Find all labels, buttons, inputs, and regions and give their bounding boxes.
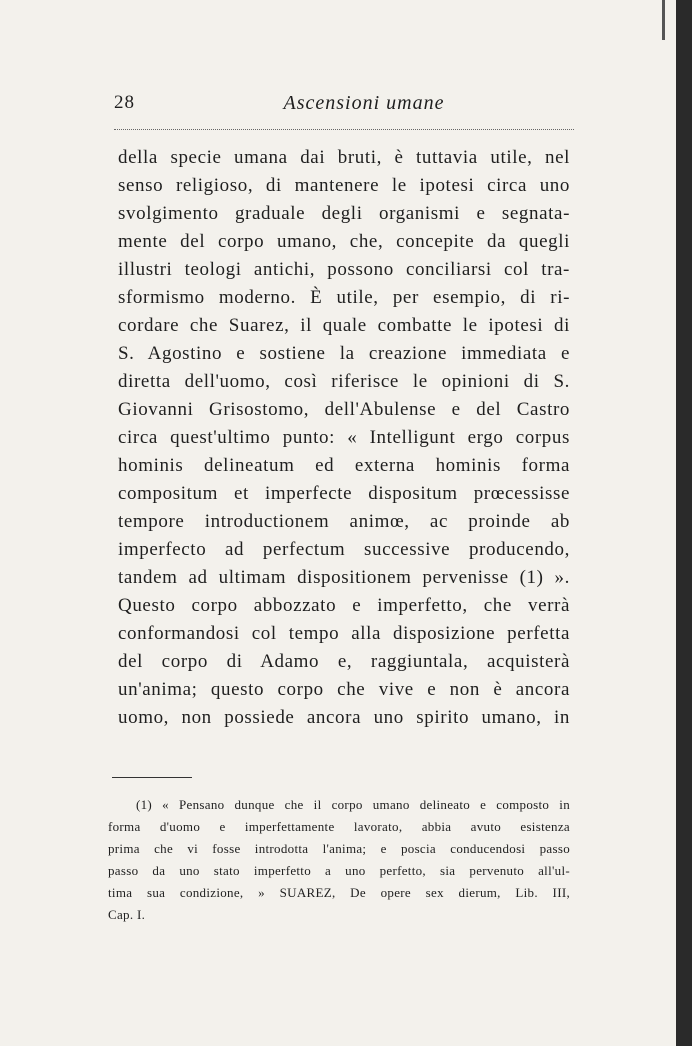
body-line: conformandosi col tempo alla disposizione perfetta <box>118 623 570 644</box>
footnotes <box>108 794 570 926</box>
body-line: svolgimento graduale degli organismi e segnata- <box>118 203 570 224</box>
body-line: Giovanni Grisostomo, dell'Abulense e del Castro <box>118 399 570 420</box>
footnote-line: passo da uno stato imperfetto a uno perfetto, sia pervenuto all'ul- <box>108 863 570 878</box>
body-text <box>118 144 570 732</box>
body-line: un'anima; questo corpo che vive e non è ancora <box>118 679 570 700</box>
body-line: tandem ad ultimam dispositionem pervenisse (1) ». <box>118 567 570 588</box>
body-line: illustri teologi antichi, possono conciliarsi col tra- <box>118 259 570 280</box>
footnote-line: Cap. I. <box>108 907 146 922</box>
footnote-rule <box>112 777 192 778</box>
body-line: sformismo moderno. È utile, per esempio, di ri- <box>118 287 570 308</box>
body-line: uomo, non possiede ancora uno spirito umano, in <box>118 707 570 728</box>
body-line: imperfecto ad perfectum successive producendo, <box>118 539 570 560</box>
body-line: S. Agostino e sostiene la creazione immediata e <box>118 343 570 364</box>
body-line: senso religioso, di mantenere le ipotesi circa uno <box>118 175 570 196</box>
page-edge-mark <box>662 0 665 40</box>
footnote-line: tima sua condizione, » SUAREZ, De opere sex dierum, Lib. III, <box>108 885 570 900</box>
body-line: diretta dell'uomo, così riferisce le opinioni di S. <box>118 371 570 392</box>
body-line: mente del corpo umano, che, concepite da quegli <box>118 231 570 252</box>
page-number: 28 <box>114 92 135 113</box>
body-line: tempore introductionem animœ, ac proinde ab <box>118 511 570 532</box>
footnote-line: prima che vi fosse introdotta l'anima; e poscia conducendosi passo <box>108 841 570 856</box>
page-edge-shadow <box>676 0 692 1046</box>
footnote-line: (1) « Pensano dunque che il corpo umano delineato e composto in <box>136 797 570 812</box>
running-title: Ascensioni umane <box>283 92 445 114</box>
body-line: hominis delineatum ed externa hominis forma <box>118 455 570 476</box>
footnote-line: forma d'uomo e imperfettamente lavorato, abbia avuto esistenza <box>108 819 570 834</box>
body-line: cordare che Suarez, il quale combatte le ipotesi di <box>118 315 570 336</box>
page-header <box>114 92 574 118</box>
body-line: compositum et imperfecte dispositum prœcessisse <box>118 483 570 504</box>
body-line: della specie umana dai bruti, è tuttavia utile, nel <box>118 147 570 168</box>
header-rule <box>114 129 574 130</box>
body-line: circa quest'ultimo punto: « Intelligunt ergo corpus <box>118 427 570 448</box>
body-line: del corpo di Adamo e, raggiuntala, acquisterà <box>118 651 570 672</box>
body-line: Questo corpo abbozzato e imperfetto, che verrà <box>118 595 570 616</box>
